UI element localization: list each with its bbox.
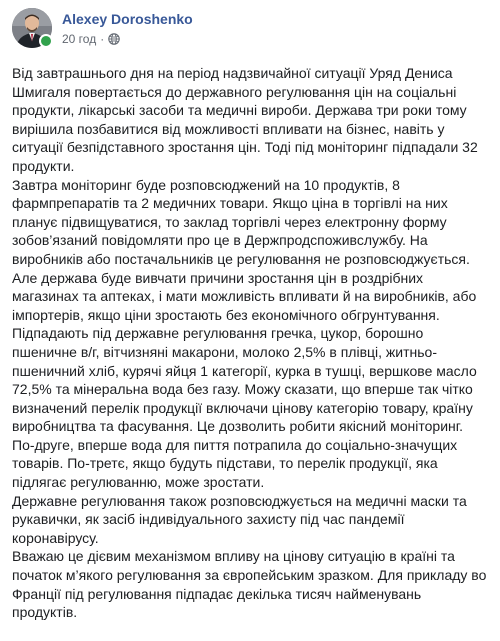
post-paragraph: Підпадають під державне регулювання гречка, цукор, борошно пшеничне в/г, вітчизняні макарони, молоко 2,5% в плівці, житньо-пшеничний хліб, курячі яйця 1 категорії, курка в тушці, вершкове масло 72,5% та мінеральна вода без газу. Можу сказати, що вперше так чітко визначений перелік продукції включачи цінову категорію товару, країну виробництва та фасування. Це дозволить робити якісний моніторинг. <box>12 325 477 435</box>
post-paragraph: Державне регулювання також розповсюджується на медичні маски та рукавички, як засіб індивідуального захисту під час пандемії коронавірусу. <box>12 492 467 546</box>
globe-icon[interactable] <box>108 33 120 45</box>
avatar-container[interactable] <box>12 8 52 48</box>
post-header <box>12 8 193 56</box>
post-paragraph: Від завтрашнього дня на період надзвичайної ситуації Уряд Дениса Шмигаля повертається до державного регулювання цін на соціальні продукти, лікарські засоби та медичні вироби. Держава три роки тому вирішила позбавитися від можливості впливати на бізнес, навіть у ситуації безпідставного зростання цін. Тоді під моніторинг підпадали 32 продукти. <box>12 65 478 174</box>
meta-separator: · <box>100 32 105 46</box>
post-paragraph: Вважаю це дієвим механізмом впливу на цінову ситуацію в країні та початок м’якого регулювання за європейським зразком. Для прикладу во Франції під регулювання підпадає декілька тисяч найменувань продуктів. <box>12 548 487 621</box>
online-status-dot <box>39 34 53 48</box>
post-meta <box>62 11 193 46</box>
post-paragraph: Завтра моніторинг буде розповсюджений на 10 продуктів, 8 фармпрепаратів та 2 медичних товари. Якщо ціна в торгівлі на них планує підвищуватися, то заклад торгівлі через електронну форму зобов’язаний повідомляти про це в Держпродспоживслужбу. На виробників або постачальників це регулювання не розповсюджується. <box>12 176 470 267</box>
post-meta-line <box>62 32 193 46</box>
author-name-link[interactable]: Alexey Doroshenko <box>62 11 193 27</box>
post-body <box>12 64 488 622</box>
post-timestamp[interactable]: 20 год <box>62 32 97 46</box>
post-paragraph: По-друге, вперше вода для пиття потрапила до соціально-значущих товарів. По-третє, якщо будуть підстави, то перелік продукції, яка підлягає регулюванню, може зростати. <box>12 436 458 491</box>
post-paragraph: Але держава буде вивчати причини зростання цін в роздрібних магазинах та аптеках, і мати можливість впливати й на виробників, або імпортерів, якщо ціни зростають без економічного обгрунтування. <box>12 269 477 323</box>
